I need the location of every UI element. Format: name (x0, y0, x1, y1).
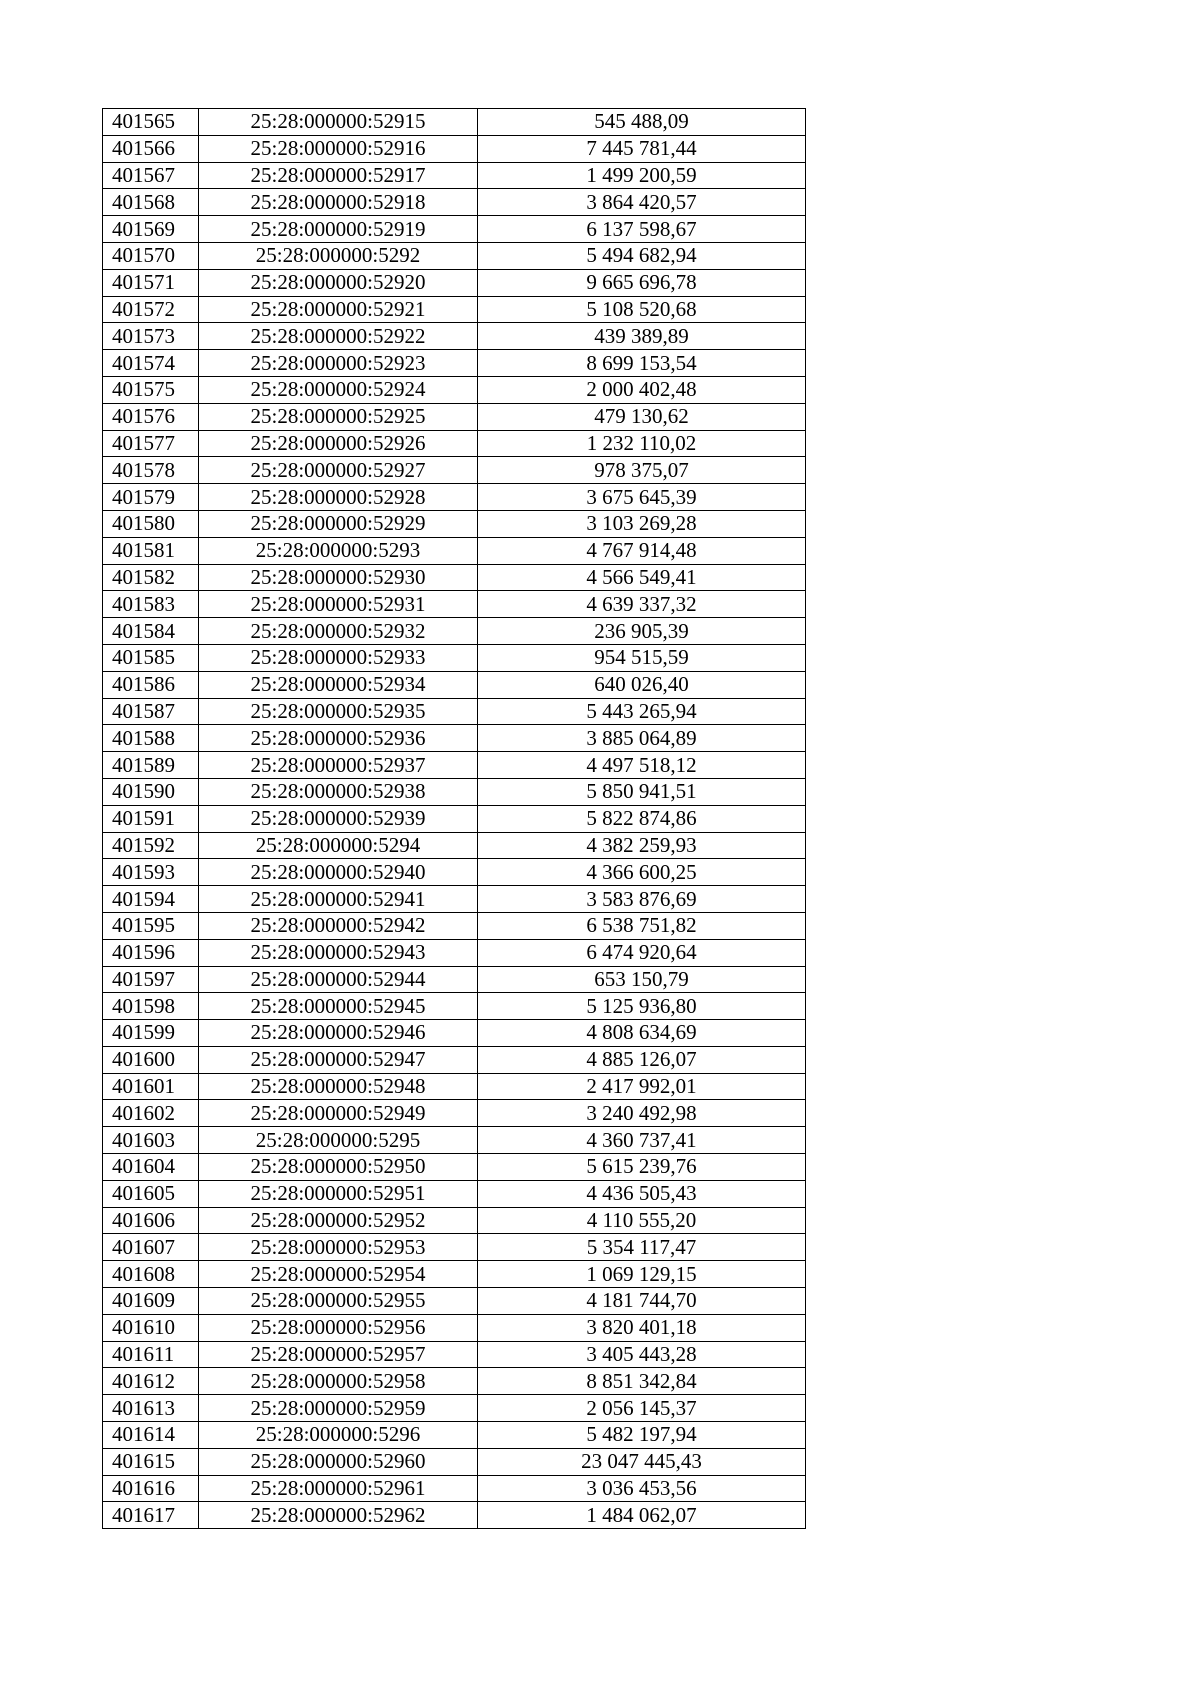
table-row (103, 644, 806, 671)
table-row (103, 1046, 806, 1073)
cadastral-value-cell: 3 820 401,18 (478, 1314, 806, 1341)
cadastral-number-cell: 25:28:000000:52915 (199, 109, 478, 136)
row-number-cell: 401575 (103, 376, 199, 403)
cadastral-number-cell: 25:28:000000:52920 (199, 269, 478, 296)
table-row (103, 966, 806, 993)
table-row (103, 109, 806, 136)
cadastral-number-cell: 25:28:000000:52941 (199, 886, 478, 913)
cadastral-value-cell: 236 905,39 (478, 618, 806, 645)
cadastral-value-cell: 640 026,40 (478, 671, 806, 698)
cadastral-value-cell: 4 639 337,32 (478, 591, 806, 618)
cadastral-number-cell: 25:28:000000:52952 (199, 1207, 478, 1234)
table-row (103, 1207, 806, 1234)
table-row (103, 671, 806, 698)
row-number-cell: 401617 (103, 1502, 199, 1529)
row-number-cell: 401576 (103, 403, 199, 430)
cadastral-number-cell: 25:28:000000:52930 (199, 564, 478, 591)
cadastral-value-cell: 1 232 110,02 (478, 430, 806, 457)
table-row (103, 778, 806, 805)
table-row (103, 939, 806, 966)
table-row (103, 269, 806, 296)
row-number-cell: 401604 (103, 1154, 199, 1181)
row-number-cell: 401582 (103, 564, 199, 591)
cadastral-value-cell: 8 699 153,54 (478, 350, 806, 377)
cadastral-value-cell: 5 443 265,94 (478, 698, 806, 725)
cadastral-number-cell: 25:28:000000:52916 (199, 135, 478, 162)
cadastral-number-cell: 25:28:000000:52947 (199, 1046, 478, 1073)
table-row (103, 376, 806, 403)
row-number-cell: 401573 (103, 323, 199, 350)
cadastral-number-cell: 25:28:000000:52934 (199, 671, 478, 698)
table-row (103, 1422, 806, 1449)
cadastral-number-cell: 25:28:000000:5295 (199, 1127, 478, 1154)
cadastral-number-cell: 25:28:000000:52961 (199, 1475, 478, 1502)
cadastral-value-cell: 6 474 920,64 (478, 939, 806, 966)
cadastral-number-cell: 25:28:000000:52951 (199, 1180, 478, 1207)
cadastral-value-cell: 4 366 600,25 (478, 859, 806, 886)
row-number-cell: 401587 (103, 698, 199, 725)
cadastral-value-cell: 3 864 420,57 (478, 189, 806, 216)
cadastral-value-table (102, 108, 806, 1529)
cadastral-value-cell: 1 484 062,07 (478, 1502, 806, 1529)
row-number-cell: 401601 (103, 1073, 199, 1100)
cadastral-number-cell: 25:28:000000:52945 (199, 993, 478, 1020)
cadastral-value-cell: 1 499 200,59 (478, 162, 806, 189)
cadastral-value-cell: 4 360 737,41 (478, 1127, 806, 1154)
cadastral-number-cell: 25:28:000000:52955 (199, 1288, 478, 1315)
cadastral-number-cell: 25:28:000000:52948 (199, 1073, 478, 1100)
row-number-cell: 401583 (103, 591, 199, 618)
cadastral-number-cell: 25:28:000000:52925 (199, 403, 478, 430)
cadastral-number-cell: 25:28:000000:52928 (199, 484, 478, 511)
row-number-cell: 401580 (103, 510, 199, 537)
cadastral-value-cell: 1 069 129,15 (478, 1261, 806, 1288)
table-row (103, 752, 806, 779)
table-row (103, 216, 806, 243)
cadastral-value-cell: 3 103 269,28 (478, 510, 806, 537)
table-row (103, 1341, 806, 1368)
cadastral-number-cell: 25:28:000000:52957 (199, 1341, 478, 1368)
table-row (103, 1288, 806, 1315)
cadastral-value-cell: 4 181 744,70 (478, 1288, 806, 1315)
row-number-cell: 401600 (103, 1046, 199, 1073)
row-number-cell: 401605 (103, 1180, 199, 1207)
cadastral-number-cell: 25:28:000000:52960 (199, 1448, 478, 1475)
row-number-cell: 401577 (103, 430, 199, 457)
row-number-cell: 401572 (103, 296, 199, 323)
row-number-cell: 401614 (103, 1422, 199, 1449)
table-row (103, 1234, 806, 1261)
table-row (103, 350, 806, 377)
table-row (103, 1314, 806, 1341)
cadastral-number-cell: 25:28:000000:52935 (199, 698, 478, 725)
row-number-cell: 401596 (103, 939, 199, 966)
table-row (103, 1020, 806, 1047)
cadastral-value-cell: 954 515,59 (478, 644, 806, 671)
table-row (103, 430, 806, 457)
table-row (103, 1475, 806, 1502)
cadastral-number-cell: 25:28:000000:52921 (199, 296, 478, 323)
row-number-cell: 401593 (103, 859, 199, 886)
cadastral-number-cell: 25:28:000000:52950 (199, 1154, 478, 1181)
row-number-cell: 401571 (103, 269, 199, 296)
table-row (103, 189, 806, 216)
row-number-cell: 401594 (103, 886, 199, 913)
cadastral-number-cell: 25:28:000000:52937 (199, 752, 478, 779)
row-number-cell: 401613 (103, 1395, 199, 1422)
table-row (103, 510, 806, 537)
cadastral-number-cell: 25:28:000000:52956 (199, 1314, 478, 1341)
table-row (103, 1073, 806, 1100)
row-number-cell: 401609 (103, 1288, 199, 1315)
table-row (103, 886, 806, 913)
cadastral-number-cell: 25:28:000000:5293 (199, 537, 478, 564)
cadastral-value-cell: 978 375,07 (478, 457, 806, 484)
row-number-cell: 401606 (103, 1207, 199, 1234)
table-row (103, 1154, 806, 1181)
table-row (103, 1448, 806, 1475)
cadastral-value-cell: 2 000 402,48 (478, 376, 806, 403)
row-number-cell: 401584 (103, 618, 199, 645)
cadastral-number-cell: 25:28:000000:5292 (199, 242, 478, 269)
cadastral-value-cell: 6 538 751,82 (478, 912, 806, 939)
table-row (103, 135, 806, 162)
cadastral-number-cell: 25:28:000000:52936 (199, 725, 478, 752)
table-row (103, 698, 806, 725)
row-number-cell: 401589 (103, 752, 199, 779)
table-row (103, 1180, 806, 1207)
cadastral-number-cell: 25:28:000000:52926 (199, 430, 478, 457)
cadastral-value-cell: 5 125 936,80 (478, 993, 806, 1020)
cadastral-value-cell: 6 137 598,67 (478, 216, 806, 243)
cadastral-value-cell: 4 497 518,12 (478, 752, 806, 779)
cadastral-value-cell: 5 822 874,86 (478, 805, 806, 832)
cadastral-value-cell: 5 108 520,68 (478, 296, 806, 323)
row-number-cell: 401570 (103, 242, 199, 269)
cadastral-number-cell: 25:28:000000:52958 (199, 1368, 478, 1395)
cadastral-value-cell: 5 354 117,47 (478, 1234, 806, 1261)
row-number-cell: 401608 (103, 1261, 199, 1288)
row-number-cell: 401603 (103, 1127, 199, 1154)
cadastral-number-cell: 25:28:000000:52919 (199, 216, 478, 243)
table-row (103, 859, 806, 886)
cadastral-number-cell: 25:28:000000:52933 (199, 644, 478, 671)
row-number-cell: 401565 (103, 109, 199, 136)
table-row (103, 457, 806, 484)
row-number-cell: 401615 (103, 1448, 199, 1475)
cadastral-number-cell: 25:28:000000:5294 (199, 832, 478, 859)
row-number-cell: 401598 (103, 993, 199, 1020)
table-row (103, 537, 806, 564)
row-number-cell: 401591 (103, 805, 199, 832)
row-number-cell: 401569 (103, 216, 199, 243)
table-row (103, 1100, 806, 1127)
table-row (103, 591, 806, 618)
cadastral-number-cell: 25:28:000000:52929 (199, 510, 478, 537)
cadastral-value-cell: 5 850 941,51 (478, 778, 806, 805)
cadastral-value-cell: 3 885 064,89 (478, 725, 806, 752)
row-number-cell: 401585 (103, 644, 199, 671)
row-number-cell: 401597 (103, 966, 199, 993)
cadastral-value-cell: 3 036 453,56 (478, 1475, 806, 1502)
row-number-cell: 401612 (103, 1368, 199, 1395)
cadastral-value-cell: 4 436 505,43 (478, 1180, 806, 1207)
cadastral-value-cell: 5 494 682,94 (478, 242, 806, 269)
cadastral-value-cell: 3 240 492,98 (478, 1100, 806, 1127)
cadastral-number-cell: 25:28:000000:52944 (199, 966, 478, 993)
cadastral-number-cell: 25:28:000000:52931 (199, 591, 478, 618)
cadastral-number-cell: 25:28:000000:52918 (199, 189, 478, 216)
row-number-cell: 401588 (103, 725, 199, 752)
cadastral-number-cell: 25:28:000000:52927 (199, 457, 478, 484)
cadastral-value-cell: 7 445 781,44 (478, 135, 806, 162)
cadastral-value-cell: 3 583 876,69 (478, 886, 806, 913)
row-number-cell: 401579 (103, 484, 199, 511)
cadastral-number-cell: 25:28:000000:52953 (199, 1234, 478, 1261)
cadastral-value-cell: 5 615 239,76 (478, 1154, 806, 1181)
cadastral-value-cell: 2 417 992,01 (478, 1073, 806, 1100)
table-row (103, 993, 806, 1020)
table-row (103, 1395, 806, 1422)
row-number-cell: 401590 (103, 778, 199, 805)
table-row (103, 1368, 806, 1395)
cadastral-value-cell: 479 130,62 (478, 403, 806, 430)
table-row (103, 323, 806, 350)
row-number-cell: 401599 (103, 1020, 199, 1047)
cadastral-value-cell: 5 482 197,94 (478, 1422, 806, 1449)
table-row (103, 484, 806, 511)
cadastral-value-cell: 9 665 696,78 (478, 269, 806, 296)
table-row (103, 832, 806, 859)
cadastral-number-cell: 25:28:000000:52943 (199, 939, 478, 966)
row-number-cell: 401616 (103, 1475, 199, 1502)
cadastral-value-cell: 4 885 126,07 (478, 1046, 806, 1073)
cadastral-number-cell: 25:28:000000:52949 (199, 1100, 478, 1127)
cadastral-value-cell: 2 056 145,37 (478, 1395, 806, 1422)
cadastral-value-cell: 439 389,89 (478, 323, 806, 350)
table-body (103, 109, 806, 1529)
row-number-cell: 401602 (103, 1100, 199, 1127)
cadastral-number-cell: 25:28:000000:52959 (199, 1395, 478, 1422)
cadastral-value-cell: 23 047 445,43 (478, 1448, 806, 1475)
cadastral-value-cell: 4 566 549,41 (478, 564, 806, 591)
table-row (103, 162, 806, 189)
cadastral-number-cell: 25:28:000000:52954 (199, 1261, 478, 1288)
cadastral-number-cell: 25:28:000000:52962 (199, 1502, 478, 1529)
table-row (103, 1502, 806, 1529)
table-row (103, 1261, 806, 1288)
row-number-cell: 401567 (103, 162, 199, 189)
cadastral-value-cell: 545 488,09 (478, 109, 806, 136)
table-row (103, 296, 806, 323)
table-row (103, 805, 806, 832)
table-row (103, 912, 806, 939)
cadastral-value-cell: 4 767 914,48 (478, 537, 806, 564)
cadastral-number-cell: 25:28:000000:52923 (199, 350, 478, 377)
cadastral-value-cell: 3 675 645,39 (478, 484, 806, 511)
cadastral-number-cell: 25:28:000000:52917 (199, 162, 478, 189)
row-number-cell: 401586 (103, 671, 199, 698)
row-number-cell: 401568 (103, 189, 199, 216)
table-row (103, 403, 806, 430)
row-number-cell: 401595 (103, 912, 199, 939)
row-number-cell: 401581 (103, 537, 199, 564)
cadastral-value-cell: 4 382 259,93 (478, 832, 806, 859)
row-number-cell: 401607 (103, 1234, 199, 1261)
cadastral-number-cell: 25:28:000000:52932 (199, 618, 478, 645)
row-number-cell: 401611 (103, 1341, 199, 1368)
cadastral-value-cell: 4 808 634,69 (478, 1020, 806, 1047)
table-row (103, 725, 806, 752)
row-number-cell: 401566 (103, 135, 199, 162)
table-row (103, 1127, 806, 1154)
row-number-cell: 401578 (103, 457, 199, 484)
cadastral-number-cell: 25:28:000000:52924 (199, 376, 478, 403)
cadastral-number-cell: 25:28:000000:5296 (199, 1422, 478, 1449)
cadastral-value-cell: 4 110 555,20 (478, 1207, 806, 1234)
cadastral-value-cell: 653 150,79 (478, 966, 806, 993)
cadastral-number-cell: 25:28:000000:52946 (199, 1020, 478, 1047)
cadastral-value-cell: 8 851 342,84 (478, 1368, 806, 1395)
row-number-cell: 401574 (103, 350, 199, 377)
cadastral-value-cell: 3 405 443,28 (478, 1341, 806, 1368)
cadastral-number-cell: 25:28:000000:52939 (199, 805, 478, 832)
cadastral-number-cell: 25:28:000000:52940 (199, 859, 478, 886)
table-row (103, 564, 806, 591)
table-row (103, 618, 806, 645)
cadastral-number-cell: 25:28:000000:52942 (199, 912, 478, 939)
table-row (103, 242, 806, 269)
cadastral-number-cell: 25:28:000000:52938 (199, 778, 478, 805)
row-number-cell: 401610 (103, 1314, 199, 1341)
cadastral-number-cell: 25:28:000000:52922 (199, 323, 478, 350)
row-number-cell: 401592 (103, 832, 199, 859)
